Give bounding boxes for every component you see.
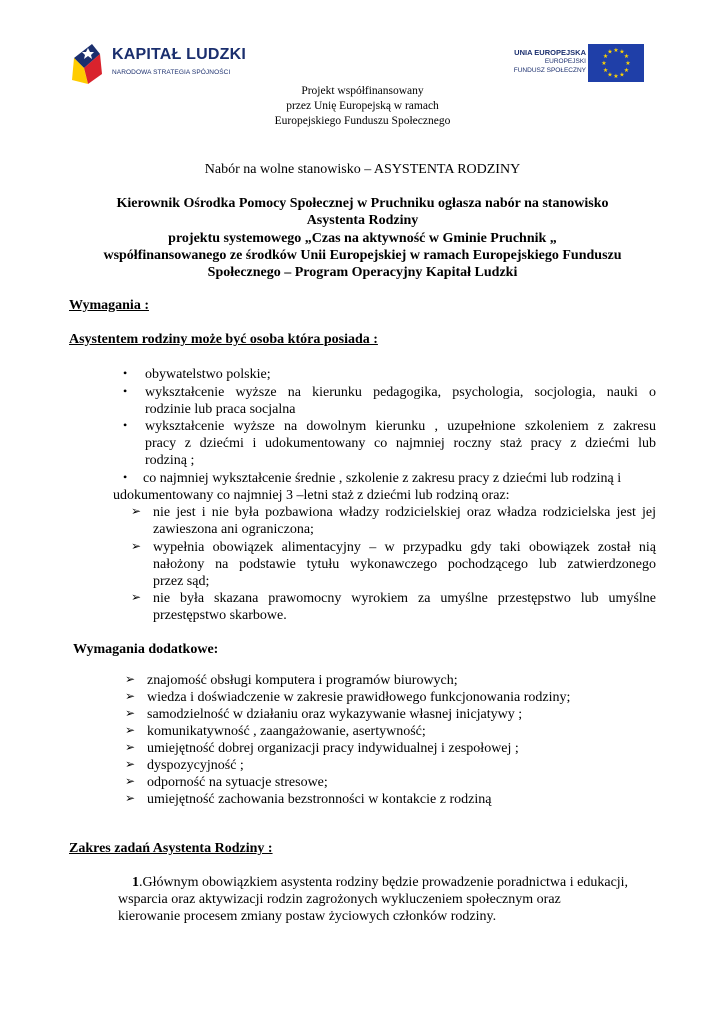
additional-item-1: znajomość obsługi komputera i programów biurowych; xyxy=(147,673,458,688)
svg-text:★: ★ xyxy=(625,60,631,67)
bullet-icon: • xyxy=(123,384,128,398)
cofinancing-line-1: Projekt współfinansowany xyxy=(301,85,424,97)
cofinancing-line-3: Europejskiego Funduszu Społecznego xyxy=(274,115,451,127)
requirement-3-line-3: rodziną ; xyxy=(145,453,195,468)
requirement-4-line-1: co najmniej wykształcenie średnie , szkolenie z zakresu pracy z dziećmi lub rodziną i xyxy=(143,471,622,486)
svg-text:★: ★ xyxy=(623,53,630,60)
task-number: 1 xyxy=(132,875,139,890)
requirement-4-line-2: udokumentowany co najmniej 3 –letni staż z dziećmi lub rodziną oraz: xyxy=(113,488,510,503)
task-1-line-1 xyxy=(132,874,628,891)
requirements-heading: Wymagania : xyxy=(69,298,149,313)
kapital-ludzki-subtitle: NARODOWA STRATEGIA SPÓJNOŚCI xyxy=(112,69,231,76)
task-1-text: .Głównym obowiązkiem asystenta rodziny będzie prowadzenie poradnictwa i edukacji, xyxy=(139,875,629,890)
announcement-line-5: Społecznego – Program Operacyjny Kapitał Ludzki xyxy=(207,265,518,280)
eu-logo xyxy=(498,44,648,84)
requirement-3-line-2: pracy z dziećmi i udokumentowany co najmniej roczny staż pracy z dziećmi lub xyxy=(145,436,656,451)
condition-3-line-2: przestępstwo skarbowe. xyxy=(153,608,287,623)
requirement-3-line-1: wykształcenie wyższe na dowolnym kierunku , uzupełnione szkoleniem z zakresu xyxy=(145,419,656,434)
requirement-1-line-1: obywatelstwo polskie; xyxy=(145,367,271,382)
requirement-2-line-2: rodzinie lub praca socjalna xyxy=(145,402,296,417)
additional-item-6: dyspozycyjność ; xyxy=(147,758,244,773)
announcement-line-1: Kierownik Ośrodka Pomocy Społecznej w Pruchniku ogłasza nabór na stanowisko xyxy=(116,196,609,211)
additional-item-4: komunikatywność , zaangażowanie, asertywność; xyxy=(147,724,426,739)
eu-line-1: UNIA EUROPEJSKA xyxy=(514,48,586,57)
arrow-bullet-icon: ➢ xyxy=(125,689,136,703)
additional-heading: Wymagania dodatkowe: xyxy=(73,642,219,657)
task-1-line-3: kierowanie procesem zmiany postaw życiowych członków rodziny. xyxy=(118,909,497,924)
arrow-bullet-icon: ➢ xyxy=(131,504,142,518)
svg-text:★: ★ xyxy=(619,48,625,56)
eu-line-2: EUROPEJSKI xyxy=(544,58,586,65)
condition-2-line-3: przez sąd; xyxy=(153,574,210,589)
svg-text:★: ★ xyxy=(602,53,609,60)
requirements-subheading: Asystentem rodziny może być osoba która posiada : xyxy=(69,332,378,347)
announcement-line-4: współfinansowanego ze środków Unii Europejskiej w ramach Europejskiego Funduszu xyxy=(103,248,622,263)
kapital-ludzki-emblem-icon xyxy=(70,40,104,90)
additional-item-3: samodzielność w działaniu oraz wykazywanie własnej inicjatywy ; xyxy=(147,707,523,722)
svg-text:★: ★ xyxy=(601,60,607,67)
arrow-bullet-icon: ➢ xyxy=(125,723,136,737)
condition-3-line-1: nie była skazana prawomocny wyrokiem za umyślne przestępstwo lub umyślne xyxy=(153,591,656,606)
additional-item-7: odporność na sytuacje stresowe; xyxy=(147,775,328,790)
task-1-line-2: wsparcia oraz aktywizacji rodzin zagrożonych wykluczeniem społecznym oraz xyxy=(118,892,561,907)
cofinancing-line-2: przez Unię Europejską w ramach xyxy=(286,100,439,112)
bullet-icon: • xyxy=(123,418,128,432)
condition-1-line-2: zawieszona ani ograniczona; xyxy=(153,522,314,537)
svg-text:★: ★ xyxy=(607,71,613,79)
kapital-ludzki-logo xyxy=(70,40,250,90)
eu-flag-icon xyxy=(588,44,644,82)
svg-text:★: ★ xyxy=(613,47,619,54)
condition-2-line-2: nałożony na podstawie tytułu wykonawczego pochodzącego lub zatwierdzonego xyxy=(153,557,656,572)
requirement-2-line-1: wykształcenie wyższe na kierunku pedagogika, psychologia, socjologia, nauki o xyxy=(145,385,656,400)
kapital-ludzki-title: KAPITAŁ LUDZKI xyxy=(112,46,247,63)
arrow-bullet-icon: ➢ xyxy=(125,757,136,771)
tasks-heading: Zakres zadań Asystenta Rodziny : xyxy=(69,841,273,856)
arrow-bullet-icon: ➢ xyxy=(125,672,136,686)
bullet-icon: • xyxy=(123,470,128,484)
condition-1-line-1: nie jest i nie była pozbawiona władzy rodzicielskiej oraz władza rodzicielska jest jej xyxy=(153,505,656,520)
arrow-bullet-icon: ➢ xyxy=(131,539,142,553)
additional-item-2: wiedza i doświadczenie w zakresie prawidłowego funkcjonowania rodziny; xyxy=(147,690,571,705)
svg-text:★: ★ xyxy=(607,48,613,56)
arrow-bullet-icon: ➢ xyxy=(125,774,136,788)
announcement-line-2: Asystenta Rodziny xyxy=(306,213,419,228)
condition-2-line-1: wypełnia obowiązek alimentacyjny – w przypadku gdy taki obowiązek został nią xyxy=(153,540,656,555)
svg-text:★: ★ xyxy=(623,67,630,74)
arrow-bullet-icon: ➢ xyxy=(125,706,136,720)
eu-logo-text xyxy=(514,48,586,75)
arrow-bullet-icon: ➢ xyxy=(131,590,142,604)
svg-text:★: ★ xyxy=(613,73,619,80)
arrow-bullet-icon: ➢ xyxy=(125,791,136,805)
svg-text:★: ★ xyxy=(602,67,609,74)
svg-text:★: ★ xyxy=(619,71,625,79)
bullet-icon: • xyxy=(123,366,128,380)
announcement-line-3: projektu systemowego „Czas na aktywność w Gminie Pruchnik „ xyxy=(168,231,557,246)
page-title: Nabór na wolne stanowisko – ASYSTENTA RODZINY xyxy=(204,162,521,177)
arrow-bullet-icon: ➢ xyxy=(125,740,136,754)
cofinancing-note xyxy=(0,84,725,129)
eu-line-3: FUNDUSZ SPOŁECZNY xyxy=(513,67,586,74)
additional-item-8: umiejętność zachowania bezstronności w kontakcie z rodziną xyxy=(147,792,492,807)
additional-item-5: umiejętność dobrej organizacji pracy indywidualnej i zespołowej ; xyxy=(147,741,519,756)
